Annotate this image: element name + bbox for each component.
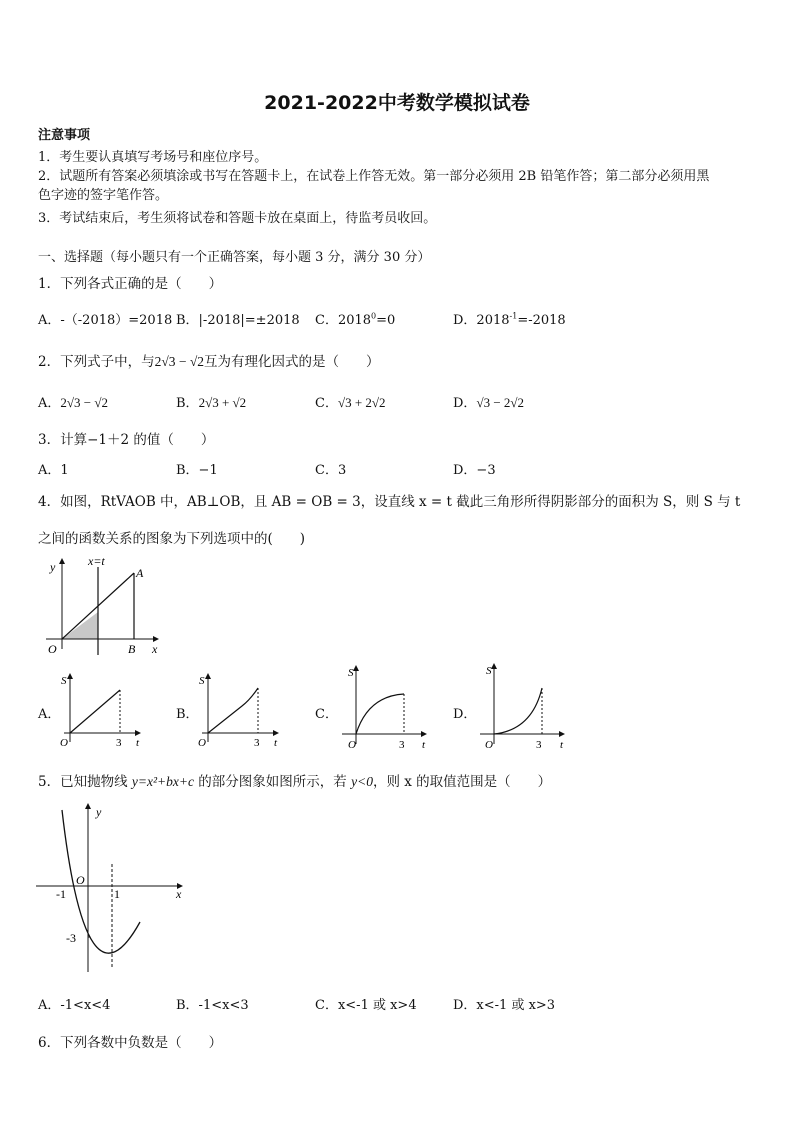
curve-linear <box>70 690 120 733</box>
curve-concave <box>356 694 404 734</box>
tick-3-label: 3 <box>399 739 405 750</box>
notice-line-3: 3．考试结束后，考生须将试卷和答题卡放在桌面上，待监考员收回。 <box>38 211 437 226</box>
q4-option-d-graph <box>476 658 572 750</box>
notice-heading: 注意事项 <box>38 128 91 143</box>
notice-line-2a: 2．试题所有答案必须填涂或书写在答题卡上，在试卷上作答无效。第一部分必须用 2B 铅笔作答；第二部分必须用黑 <box>38 169 710 184</box>
q3-option-d: D．−3 <box>453 463 496 478</box>
q4-stem-line-1: 4．如图，RtVAOB 中，AB⊥OB，且 AB = OB = 3，设直线 x = t 截此三角形所得阴影部分的面积为 S，则 S 与 t <box>38 494 741 510</box>
q4-option-a-graph <box>58 668 148 750</box>
axis-t-label: t <box>136 737 140 749</box>
origin-label: O <box>60 737 68 749</box>
origin-label: O <box>198 737 206 749</box>
q3-option-c: C．3 <box>315 463 347 478</box>
fig-x-label: x <box>152 642 158 656</box>
q1-option-a: A．-（-2018）=2018 <box>38 313 173 328</box>
curve-linear-then-concave <box>208 688 258 733</box>
fig-tick-minus-1: -1 <box>56 887 66 901</box>
fig-line-label: x=t <box>88 554 105 568</box>
q5-option-d: D．x<-1 或 x>3 <box>453 998 556 1013</box>
fig-tick-1: 1 <box>114 887 120 901</box>
q5-parabola-figure <box>30 796 200 976</box>
q4-option-a-label: A． <box>38 707 61 722</box>
notice-line-2b: 色字迹的签字笔作答。 <box>38 188 169 203</box>
axis-t-label: t <box>422 739 426 750</box>
axis-t-label: t <box>274 737 278 749</box>
curve-convex <box>494 688 542 734</box>
fig-y-label: y <box>96 805 102 819</box>
shaded-region <box>62 612 98 639</box>
q4-option-d-label: D． <box>453 707 477 722</box>
origin-label: O <box>485 739 493 750</box>
axis-s-label: S <box>348 667 354 679</box>
q4-stem-line-2: 之间的函数关系的图象为下列选项中的( ) <box>38 531 306 547</box>
q4-option-c-label: C． <box>315 707 338 722</box>
q3-option-a: A．1 <box>38 463 69 478</box>
axis-s-label: S <box>486 665 492 677</box>
tick-3-label: 3 <box>254 737 260 749</box>
fig-point-b: B <box>128 642 136 656</box>
page-title: 2021-2022中考数学模拟试卷 <box>264 92 530 114</box>
q1-option-b: B．|-2018|=±2018 <box>176 313 300 328</box>
fig-point-a: A <box>136 566 144 580</box>
axis-t-label: t <box>560 739 564 750</box>
fig-origin-label: O <box>48 642 57 656</box>
q1-option-d: D．$2018^{-1}=-2018$ <box>453 311 566 328</box>
fig-x-label: x <box>176 887 182 901</box>
q2-stem: 2．下列式子中，与2√3 − √2互为有理化因式的是（ ） <box>38 354 380 370</box>
section-heading: 一、选择题（每小题只有一个正确答案，每小题 3 分，满分 30 分） <box>38 250 431 265</box>
q3-option-b: B．−1 <box>176 463 218 478</box>
axis-s-label: S <box>199 675 205 687</box>
q2-option-b: B．2√3 + √2 <box>176 395 247 411</box>
q5-option-a: A．-1<x<4 <box>38 998 111 1013</box>
q3-stem: 3．计算−1＋2 的值（ ） <box>38 432 215 448</box>
q4-option-b-label: B． <box>176 707 199 722</box>
q2-option-c: C．√3 + 2√2 <box>315 395 386 411</box>
q5-option-c: C．x<-1 或 x>4 <box>315 998 417 1013</box>
q4-option-b-graph <box>196 668 286 750</box>
q6-stem: 6．下列各数中负数是（ ） <box>38 1035 223 1051</box>
tick-3-label: 3 <box>116 737 122 749</box>
tick-3-label: 3 <box>536 739 542 750</box>
q5-stem: 5．已知抛物线 y=x²+bx+c 的部分图象如图所示，若 y<0，则 x 的取值范围是（ ） <box>38 774 552 790</box>
q4-option-c-graph <box>338 660 434 750</box>
q1-option-c: C．$2018^0=0$ <box>315 311 396 328</box>
fig-y-label: y <box>50 560 56 574</box>
fig-origin-label: O <box>76 873 85 887</box>
q1-stem: 1．下列各式正确的是（ ） <box>38 276 223 292</box>
axis-s-label: S <box>61 675 67 687</box>
q2-option-d: D．√3 − 2√2 <box>453 395 525 411</box>
notice-line-1: 1．考生要认真填写考场号和座位序号。 <box>38 150 268 165</box>
q2-option-a: A．2√3 − √2 <box>38 395 108 411</box>
q4-triangle-figure <box>36 553 166 658</box>
fig-tick-minus-3: -3 <box>66 931 76 945</box>
origin-label: O <box>348 739 356 750</box>
q5-option-b: B．-1<x<3 <box>176 998 249 1013</box>
